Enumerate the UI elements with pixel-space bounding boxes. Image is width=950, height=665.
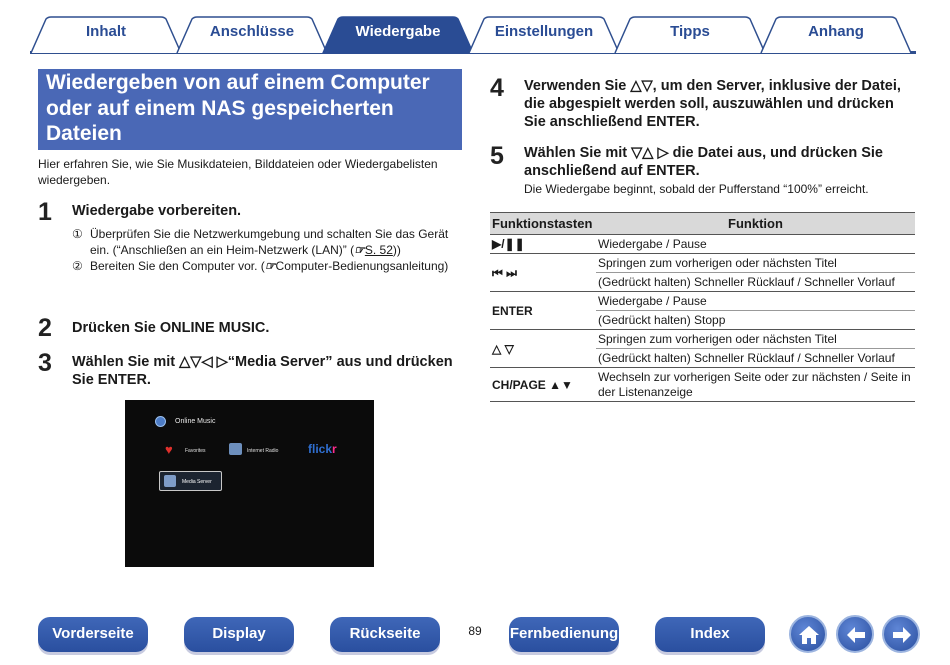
rueckseite-button[interactable] bbox=[330, 617, 440, 652]
column-header: Funktionstasten bbox=[490, 213, 596, 235]
tab-anschluesse[interactable] bbox=[176, 16, 328, 52]
table-row bbox=[490, 330, 915, 349]
back-button[interactable] bbox=[836, 615, 874, 653]
function-cell: Wiedergabe / Pause bbox=[596, 292, 915, 311]
step-2 bbox=[38, 314, 463, 342]
substep-text-end: )) bbox=[392, 243, 401, 257]
function-cell: (Gedrückt halten) Schneller Rücklauf / Schneller Vorlauf bbox=[596, 273, 915, 292]
page-number: 89 bbox=[468, 624, 482, 638]
substep-2 bbox=[72, 258, 452, 274]
vorderseite-button[interactable] bbox=[38, 617, 148, 652]
screen-title: Online Music bbox=[175, 418, 216, 425]
step-5-note: Die Wiedergabe beginnt, sobald der Pufferstand “100%” erreicht. bbox=[524, 182, 869, 196]
function-cell: Wiedergabe / Pause bbox=[596, 235, 915, 254]
function-cell: Wechseln zur vorherigen Seite oder zur nächsten / Seite in der Listenanzeige bbox=[596, 368, 915, 402]
table-row bbox=[490, 368, 915, 402]
step-heading: Wählen Sie mit △▽◁ ▷“Media Server” aus und drücken Sie ENTER. bbox=[72, 354, 453, 388]
tab-label: Anhang bbox=[808, 23, 864, 40]
step-3 bbox=[38, 349, 463, 389]
table-header-row bbox=[490, 213, 915, 235]
step-4-heading: Verwenden Sie △▽, um den Server, inklusive der Datei, die abgespielt werden soll, auszuwählen und drücken Sie anschließend ENTER. bbox=[524, 78, 901, 130]
favorites-label: Favorites bbox=[185, 448, 206, 454]
page-title: Wiedergeben von auf einem Computer oder auf einem NAS gespeicherten Dateien bbox=[46, 71, 430, 145]
chapter-tab-bar bbox=[30, 16, 916, 54]
media-server-item bbox=[159, 471, 222, 491]
button-label: Fernbedienung bbox=[509, 625, 619, 642]
forward-button[interactable] bbox=[882, 615, 920, 653]
flickr-logo: flickr bbox=[308, 442, 337, 456]
button-label: Display bbox=[212, 625, 266, 642]
step-number: 3 bbox=[38, 349, 52, 377]
substep-text: Bereiten Sie den Computer vor. ( bbox=[90, 259, 265, 273]
tab-inhalt[interactable] bbox=[30, 16, 182, 52]
column-header: Funktion bbox=[596, 213, 915, 235]
step-number: 2 bbox=[38, 314, 52, 342]
index-button[interactable] bbox=[655, 617, 765, 652]
key-cell: CH/PAGE ▲▼ bbox=[490, 368, 596, 402]
reference-hand-icon: ☞ bbox=[354, 243, 365, 257]
tab-label: Wiedergabe bbox=[355, 23, 441, 40]
step-number-4: 4 bbox=[490, 74, 504, 102]
key-cell: ENTER bbox=[490, 292, 596, 330]
step-number: 1 bbox=[38, 198, 52, 226]
reference-hand-icon: ☞ bbox=[264, 259, 276, 273]
arrow-left-icon bbox=[844, 623, 868, 647]
page-reference-link[interactable]: S. 52 bbox=[364, 243, 393, 257]
substep-text: Überprüfen Sie die Netzwerkumgebung und schalten Sie das Gerät ein. (“Anschließen an ein Heim-Netzwerk (LAN)” ( bbox=[90, 227, 449, 257]
tab-label: Anschlüsse bbox=[209, 23, 295, 40]
step-1 bbox=[38, 198, 463, 226]
function-cell: Springen zum vorherigen oder nächsten Titel bbox=[596, 254, 915, 273]
home-icon bbox=[797, 623, 821, 647]
substep-marker: ② bbox=[72, 259, 83, 273]
intro-text: Hier erfahren Sie, wie Sie Musikdateien, Bilddateien oder Wiedergabelisten wiedergeben. bbox=[38, 157, 438, 187]
globe-icon bbox=[155, 416, 166, 427]
button-label: Rückseite bbox=[349, 625, 421, 642]
substep-1 bbox=[72, 226, 452, 258]
function-keys-table bbox=[490, 212, 915, 402]
function-cell: Springen zum vorherigen oder nächsten Titel bbox=[596, 330, 915, 349]
internet-radio-label: Internet Radio bbox=[247, 448, 279, 454]
button-label: Vorderseite bbox=[52, 625, 134, 642]
display-button[interactable] bbox=[184, 617, 294, 652]
media-server-label: Media Server bbox=[182, 479, 212, 485]
function-cell: (Gedrückt halten) Stopp bbox=[596, 311, 915, 330]
tab-tipps[interactable] bbox=[614, 16, 766, 52]
key-cell: ▶/❚❚ bbox=[490, 235, 596, 254]
tab-anhang[interactable] bbox=[760, 16, 912, 52]
step-number-5: 5 bbox=[490, 142, 504, 170]
step-heading: Wiedergabe vorbereiten. bbox=[72, 203, 242, 219]
heart-icon: ♥ bbox=[165, 442, 173, 457]
substep-list bbox=[72, 226, 452, 274]
tab-label: Einstellungen bbox=[494, 23, 594, 40]
online-music-screenshot bbox=[125, 400, 374, 567]
step-5-heading: Wählen Sie mit ▽△ ▷ die Datei aus, und drücken Sie anschließend auf ENTER. bbox=[524, 145, 883, 179]
tab-label: Tipps bbox=[670, 23, 710, 40]
section-title-box bbox=[38, 69, 462, 150]
tab-label: Inhalt bbox=[86, 23, 126, 40]
media-server-icon bbox=[164, 475, 176, 487]
radio-icon bbox=[229, 443, 242, 455]
step-heading: Drücken Sie ONLINE MUSIC. bbox=[72, 320, 270, 336]
function-cell: (Gedrückt halten) Schneller Rücklauf / Schneller Vorlauf bbox=[596, 349, 915, 368]
home-button[interactable] bbox=[789, 615, 827, 653]
tab-wiedergabe[interactable] bbox=[322, 16, 474, 52]
button-label: Index bbox=[690, 625, 730, 642]
fernbedienung-button[interactable] bbox=[509, 617, 619, 652]
substep-text-end: Computer-Bedienungsanleitung) bbox=[275, 259, 449, 273]
arrow-right-icon bbox=[890, 623, 914, 647]
table-row bbox=[490, 292, 915, 311]
key-cell: △ ▽ bbox=[490, 330, 596, 368]
table-row bbox=[490, 254, 915, 273]
table-row bbox=[490, 235, 915, 254]
substep-marker: ① bbox=[72, 227, 83, 241]
tab-einstellungen[interactable] bbox=[468, 16, 620, 52]
key-cell: ⏮ ⏭ bbox=[490, 254, 596, 292]
